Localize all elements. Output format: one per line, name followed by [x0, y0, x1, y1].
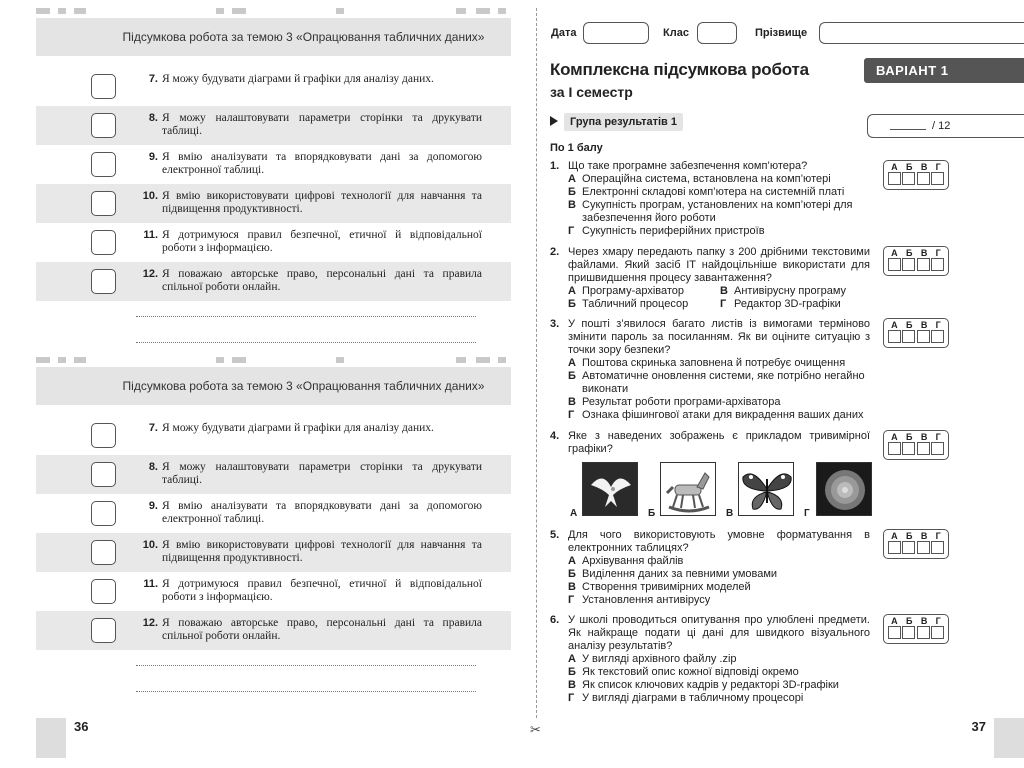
page-corner-tab: [994, 718, 1024, 758]
student-info-row: [551, 22, 1024, 46]
answer-option: В Як список ключових кадрів у редакторі 3D-графіки: [568, 679, 839, 691]
self-assessment-section-2: [36, 357, 511, 650]
item-text: Я поважаю авторське право, персональні дані та правила спільної роботи онлайн.: [162, 268, 482, 293]
list-item: [36, 184, 511, 223]
item-text: Я можу налаштовувати параметри сторінки та друкувати таблиці.: [162, 461, 482, 486]
list-item: [36, 533, 511, 572]
self-check-box[interactable]: [91, 423, 116, 448]
answer-cell[interactable]: [888, 258, 901, 271]
question-number: 3.: [550, 318, 560, 330]
answer-option: Г Ознака фішингової атаки для викрадення ваших даних: [568, 409, 864, 421]
image-label: Г: [804, 508, 810, 519]
list-item: [36, 455, 511, 494]
answer-cell[interactable]: [902, 541, 915, 554]
question-number: 1.: [550, 160, 560, 172]
cut-line: [536, 8, 537, 718]
section-header: Підсумкова робота за темою 3 «Опрацювання табличних даних»: [36, 367, 511, 405]
item-text: Я дотримуюся правил безпечної, етичної й відповідальної роботи з інформацією.: [162, 578, 482, 603]
item-text: Я поважаю авторське право, персональні дані та правила спільної роботи онлайн.: [162, 617, 482, 642]
question-4-images: [568, 462, 868, 518]
answer-option: Б Табличний процесор: [568, 298, 689, 310]
self-check-box[interactable]: [91, 540, 116, 565]
class-label: Клас: [663, 27, 689, 39]
notes-line[interactable]: [136, 691, 476, 692]
answer-cell[interactable]: [902, 258, 915, 271]
item-number: 9.: [148, 500, 158, 512]
self-check-box[interactable]: [91, 462, 116, 487]
item-text: Я вмію аналізувати та впорядковувати дані за допомогою електронної таблиці.: [162, 500, 482, 525]
question-6: [550, 614, 870, 705]
butterfly-image[interactable]: [738, 462, 794, 516]
answer-option: В Антивірусну програму: [720, 285, 847, 297]
answer-cell[interactable]: [931, 626, 944, 639]
points-label: По 1 балу: [550, 142, 603, 154]
page-number-left: 36: [74, 719, 89, 734]
item-number: 9.: [148, 151, 158, 163]
score-blank: [890, 129, 926, 130]
rose-image[interactable]: [816, 462, 872, 516]
answer-cell[interactable]: [917, 258, 930, 271]
image-label: А: [570, 508, 578, 519]
answer-option: В Результат роботи програми-архіватора: [568, 396, 781, 408]
answer-cell[interactable]: [931, 258, 944, 271]
answer-option: А Архівування файлів: [568, 555, 684, 567]
answer-option: Г Редактор 3D-графіки: [720, 298, 841, 310]
date-label: Дата: [551, 27, 577, 39]
list-item: [36, 572, 511, 611]
answer-grid-q6: А Б В Г: [883, 614, 949, 644]
answer-cell[interactable]: [902, 330, 915, 343]
question-number: 2.: [550, 246, 560, 258]
question-text: Для чого використовують умовне форматування в електронних таблицях?: [568, 529, 870, 554]
question-4: [550, 430, 870, 456]
answer-option: А Операційна система, встановлена на комп’ютері: [568, 173, 831, 185]
item-text: Я вмію використовувати цифрові технології для навчання та підвищення продуктивності.: [162, 190, 482, 215]
page-subtitle: за І семестр: [550, 84, 633, 100]
answer-cell[interactable]: [931, 442, 944, 455]
answer-grid-q5: А Б В Г: [883, 529, 949, 559]
answer-cell[interactable]: [917, 626, 930, 639]
item-text: Я вмію аналізувати та впорядковувати дані за допомогою електронної таблиці.: [162, 151, 482, 176]
answer-option: А Програму-архіватор: [568, 285, 685, 297]
answer-option: В Сукупність програм, установлених на комп’ютері для забезпечення його роботи: [568, 199, 853, 224]
answer-grid-q3: А Б В Г: [883, 318, 949, 348]
question-2: [550, 246, 870, 311]
answer-option: А У вигляді архівного файлу .zip: [568, 653, 737, 665]
question-number: 5.: [550, 529, 560, 541]
scissors-icon: ✂: [530, 722, 541, 737]
answer-cell[interactable]: [888, 172, 901, 185]
item-number: 12.: [142, 617, 158, 629]
answer-cell[interactable]: [917, 442, 930, 455]
surname-field[interactable]: [819, 22, 1024, 44]
image-label: В: [726, 508, 734, 519]
self-check-box[interactable]: [91, 74, 116, 99]
list-item: [36, 106, 511, 145]
self-check-box[interactable]: [91, 501, 116, 526]
answer-cell[interactable]: [917, 541, 930, 554]
notes-line[interactable]: [136, 316, 476, 317]
question-5: [550, 529, 870, 607]
self-check-box[interactable]: [91, 618, 116, 643]
question-text: У школі проводиться опитування про улюблені предмети. Як найкраще подати ці дані для швидкого візуального аналізу результатів?: [568, 614, 870, 652]
question-1: [550, 160, 870, 238]
item-number: 8.: [148, 112, 158, 124]
right-page: [538, 0, 1024, 768]
item-text: Я можу будувати діаграми й графіки для аналізу даних.: [162, 73, 434, 85]
item-text: Я вмію використовувати цифрові технології для навчання та підвищення продуктивності.: [162, 539, 482, 564]
answer-option: Г Сукупність периферійних пристроїв: [568, 225, 765, 237]
list-item: [36, 262, 511, 301]
date-field[interactable]: [583, 22, 649, 44]
question-text: Що таке програмне забезпечення комп’ютера?: [568, 160, 808, 172]
answer-cell[interactable]: [888, 442, 901, 455]
item-number: 10.: [142, 539, 158, 551]
item-text: Я можу налаштовувати параметри сторінки та друкувати таблиці.: [162, 112, 482, 137]
answer-cell[interactable]: [917, 330, 930, 343]
surname-label: Прізвище: [755, 27, 808, 39]
page-title: Комплексна підсумкова робота: [550, 60, 809, 79]
list-item: [36, 223, 511, 262]
list-item: [36, 145, 511, 184]
list-item: [36, 67, 511, 106]
item-number: 7.: [148, 422, 158, 434]
answer-grid-q2: А Б В Г: [883, 246, 949, 276]
list-item: [36, 611, 511, 650]
self-check-box[interactable]: [91, 269, 116, 294]
section-header: Підсумкова робота за темою 3 «Опрацювання табличних даних»: [36, 18, 511, 56]
answer-option: Г У вигляді діаграми в табличному процесорі: [568, 692, 804, 704]
triangle-bullet-icon: [550, 116, 558, 126]
answer-cell[interactable]: [902, 172, 915, 185]
answer-cell[interactable]: [931, 172, 944, 185]
item-text: Я можу будувати діаграми й графіки для аналізу даних.: [162, 422, 434, 434]
answer-grid-q4: А Б В Г: [883, 430, 949, 460]
item-number: 7.: [148, 73, 158, 85]
item-number: 10.: [142, 190, 158, 202]
answer-option: А Поштова скринька заповнена й потребує очищення: [568, 357, 846, 369]
score-total: / 12: [932, 120, 951, 132]
item-number: 8.: [148, 461, 158, 473]
self-check-box[interactable]: [91, 152, 116, 177]
answer-cell[interactable]: [888, 330, 901, 343]
answer-option: Г Установлення антивірусу: [568, 594, 711, 606]
list-item: [36, 494, 511, 533]
pixel-decoration: [36, 8, 511, 18]
notes-line[interactable]: [136, 665, 476, 666]
answer-option: Б Автоматичне оновлення системи, яке потрібно негайно виконати: [568, 370, 865, 395]
list-item: [36, 416, 511, 455]
rocking-horse-image[interactable]: [660, 462, 716, 516]
question-number: 4.: [550, 430, 560, 442]
self-check-box[interactable]: [91, 579, 116, 604]
self-check-box[interactable]: [91, 191, 116, 216]
answer-option: В Створення тривимірних моделей: [568, 581, 751, 593]
question-text: У пошті з’явилося багато листів із вимогами терміново змінити пароль за посиланням. Як ви оціните ситуацію з точки зору безпеки?: [568, 318, 870, 356]
answer-cell[interactable]: [888, 626, 901, 639]
page-corner-tab: [36, 718, 66, 758]
answer-grid-q1: А Б В Г: [883, 160, 949, 190]
question-number: 6.: [550, 614, 560, 626]
answer-option: Б Електронні складові комп’ютера на системній платі: [568, 186, 845, 198]
answer-cell[interactable]: [888, 541, 901, 554]
dove-image[interactable]: [582, 462, 638, 516]
class-field[interactable]: [697, 22, 737, 44]
answer-option: Б Як текстовий опис кожної відповіді окремо: [568, 666, 799, 678]
results-group: [550, 116, 683, 128]
image-label: Б: [648, 508, 656, 519]
variant-badge: ВАРІАНТ 1: [864, 58, 1024, 83]
page-number-right: 37: [971, 719, 986, 734]
item-number: 11.: [143, 578, 158, 590]
answer-cell[interactable]: [917, 172, 930, 185]
item-number: 11.: [143, 229, 158, 241]
question-text: Яке з наведених зображень є прикладом тривимірної графіки?: [568, 430, 870, 455]
self-check-box[interactable]: [91, 113, 116, 138]
item-number: 12.: [142, 268, 158, 280]
question-text: Через хмару передають папку з 200 дрібними текстовими файлами. Який засіб ІТ найдоцільніше використати для пришвидшення процесу завантаження?: [568, 246, 870, 284]
answer-cell[interactable]: [902, 626, 915, 639]
answer-cell[interactable]: [931, 330, 944, 343]
answer-option: Б Виділення даних за певними умовами: [568, 568, 778, 580]
self-check-box[interactable]: [91, 230, 116, 255]
score-field[interactable]: [867, 114, 1024, 138]
self-assessment-section-1: [36, 8, 511, 301]
question-3: [550, 318, 870, 422]
notes-line[interactable]: [136, 342, 476, 343]
item-text: Я дотримуюся правил безпечної, етичної й відповідальної роботи з інформацією.: [162, 229, 482, 254]
pixel-decoration: [36, 357, 511, 367]
group-label: Група результатів 1: [564, 113, 683, 131]
answer-cell[interactable]: [902, 442, 915, 455]
answer-cell[interactable]: [931, 541, 944, 554]
